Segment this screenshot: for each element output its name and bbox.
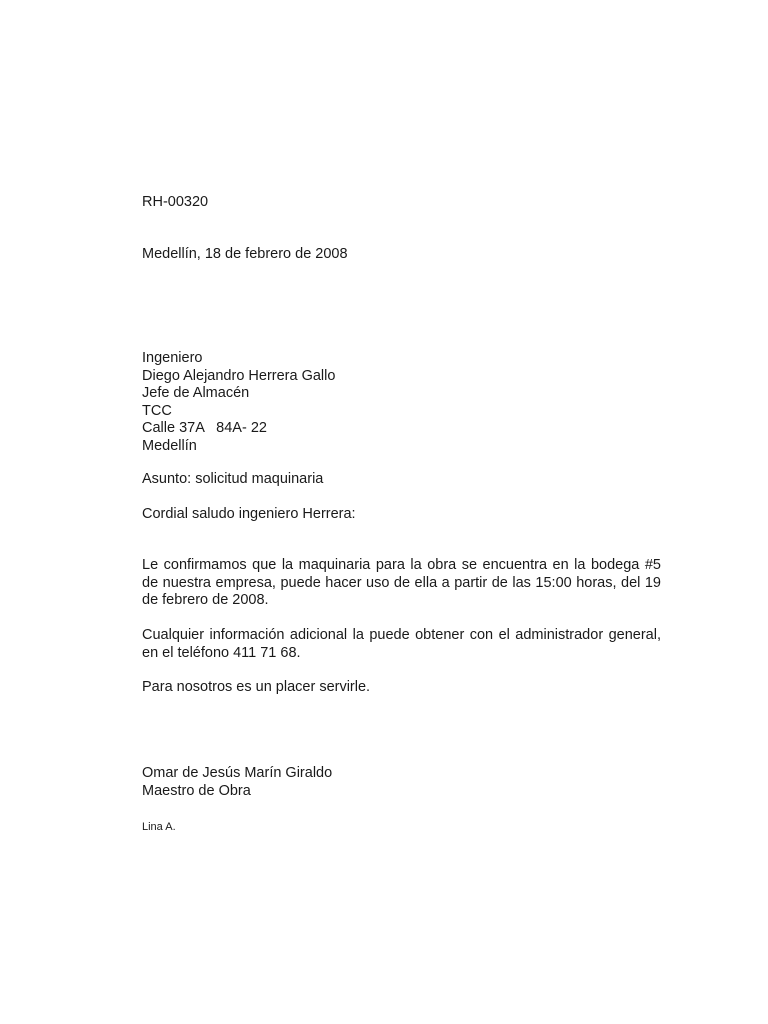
recipient-block — [142, 350, 335, 455]
recipient-position: Jefe de Almacén — [142, 385, 250, 401]
recipient-address: Calle 37A 84A- 22 — [142, 420, 267, 436]
recipient-company: TCC — [142, 402, 172, 419]
reference-number: RH-00320 — [142, 194, 209, 210]
signer-position: Maestro de Obra — [142, 782, 251, 799]
closing-line: Para nosotros es un placer servirle. — [142, 679, 371, 695]
body-paragraph-2: Cualquier información adicional la puede obtener con el administrador general, en el teléfono 411 71 68. — [142, 627, 661, 661]
signer-name: Omar de Jesús Marín Giraldo — [142, 765, 333, 781]
subject-line: Asunto: solicitud maquinaria — [142, 471, 324, 487]
recipient-title: Ingeniero — [142, 350, 203, 366]
greeting: Cordial saludo ingeniero Herrera: — [142, 506, 356, 522]
recipient-city: Medellín — [142, 437, 197, 454]
typist-initials: Lina A. — [142, 821, 176, 833]
body-paragraph-1: Le confirmamos que la maquinaria para la obra se encuentra en la bodega #5 de nuestra empresa, puede hacer uso de ella a partir de las 15:00 horas, del 19 de febrero de 2008. — [142, 557, 661, 608]
signature-block — [142, 765, 332, 800]
recipient-name: Diego Alejandro Herrera Gallo — [142, 367, 336, 384]
place-date: Medellín, 18 de febrero de 2008 — [142, 246, 348, 262]
